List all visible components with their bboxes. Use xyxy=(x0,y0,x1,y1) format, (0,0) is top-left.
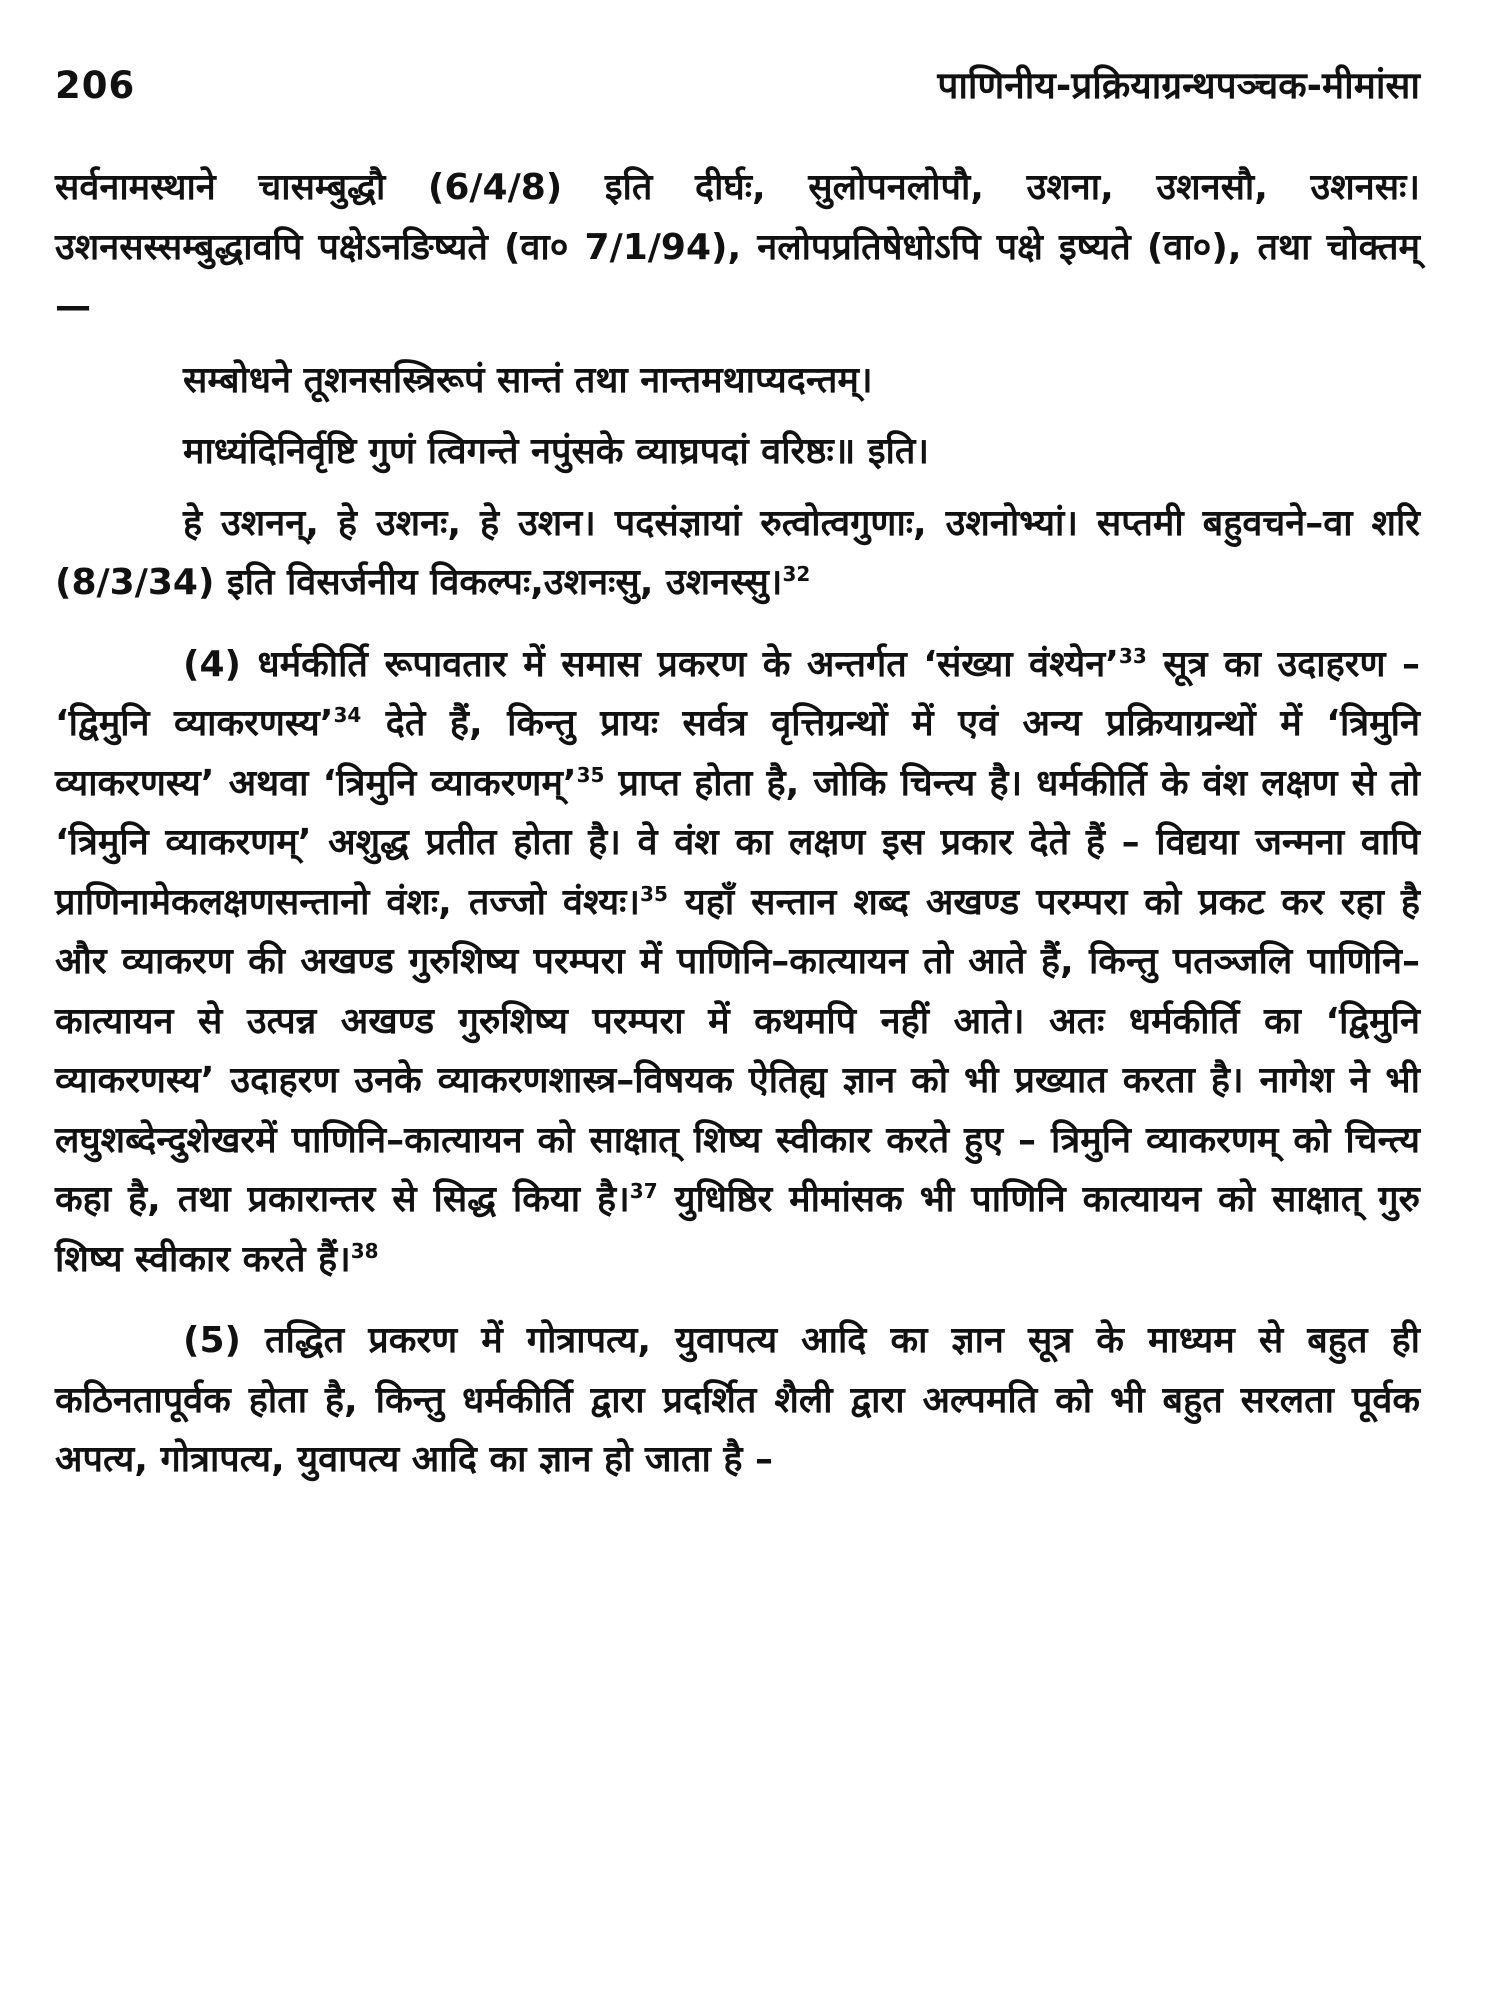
footnote-ref-38: 38 xyxy=(350,1238,379,1263)
paragraph-3-part-2: सूत्र का उदाहरण – ‘द्विमुनि व्याकरणस्य’ xyxy=(55,643,1420,744)
footnote-ref-33: 33 xyxy=(1118,643,1147,668)
footnote-ref-35b: 35 xyxy=(640,881,668,906)
paragraph-3-part-4: प्राप्त होता है, जोकि चिन्त्य है। धर्मकीर्ति के वंश लक्षण से तो ‘त्रिमुनि व्याकरणम्’ अशुद्ध प्रतीत होता है। वे वंश का लक्षण इस प्रकार देते हैं – विद्यया जन्मना वापि प्राणिनामेकलक्षणसन्तानो वंशः, तज्जो वंश्यः। xyxy=(55,762,1420,923)
paragraph-2-text: हे उशनन्, हे उशनः, हे उशन। पदसंज्ञायां रुत्वोत्वगुणाः, उशनोभ्यां। सप्तमी बहुवचने–वा शरि (8/3/34) इति विसर्जनीय विकल्पः,उशनःसु, उशनस्सु। xyxy=(55,502,1420,603)
footnote-ref-34: 34 xyxy=(333,703,362,727)
paragraph-2 xyxy=(55,494,1420,613)
paragraph-4: (5) तद्धित प्रकरण में गोत्रापत्य, युवापत्य आदि का ज्ञान सूत्र के माध्यम से बहुत ही कठिनतापूर्वक होता है, किन्तु धर्मकीर्ति द्वारा प्रदर्शित शैली द्वारा अल्पमति को भी बहुत सरलता पूर्वक अपत्य, गोत्रापत्य, युवापत्य आदि का ज्ञान हो जाता है – xyxy=(55,1320,1420,1480)
paragraph-3-part-5: यहाँ सन्तान शब्द अखण्ड परम्परा को प्रकट कर रहा है और व्याकरण की अखण्ड गुरुशिष्य परम्परा में पाणिनि–कात्यायन तो आते हैं, किन्तु पतञ्जलि पाणिनि–कात्यायन से उत्पन्न अखण्ड गुरुशिष्य परम्परा में कथमपि नहीं आते। अतः धर्मकीर्ति का ‘द्विमुनि व्याकरणस्य’ उदाहरण उनके व्याकरणशास्त्र–विषयक ऐतिह्य ज्ञान को भी प्रख्यात करता है। नागेश ने भी लघुशब्देन्दुशेखरमें पाणिनि–कात्यायन को साक्षात् शिष्य स्वीकार करते हुए – त्रिमुनि व्याकरणम् को चिन्त्य कहा है, तथा प्रकारान्तर से सिद्ध किया है। xyxy=(55,881,1420,1220)
paragraph-3-part-1: (4) धर्मकीर्ति रूपावतार में समास प्रकरण के अन्तर्गत ‘संख्या वंश्येन’ xyxy=(183,643,1119,685)
running-title: पाणिनीय-प्रक्रियाग्रन्थपञ्चक-मीमांसा xyxy=(937,64,1420,107)
page-number: 206 xyxy=(55,64,136,107)
verse-line-2: माध्यंदिनिर्वृष्टि गुणं त्विगन्ते नपुंसके व्याघ्रपदां वरिष्ठः॥ इति। xyxy=(183,431,929,472)
paragraph-3-part-3: देते हैं, किन्तु प्रायः सर्वत्र वृत्तिग्रन्थों में एवं अन्य प्रक्रियाग्रन्थों में ‘त्रिमुनि व्याकरणस्य’ अथवा ‘त्रिमुनि व्याकरणम्’ xyxy=(55,703,1420,804)
footnote-ref-37: 37 xyxy=(629,1179,658,1203)
paragraph-3 xyxy=(55,635,1420,1290)
footnote-ref-35a: 35 xyxy=(576,762,605,787)
verse-block xyxy=(183,351,1420,482)
page-header xyxy=(55,58,1420,114)
paragraph-1: सर्वनामस्थाने चासम्बुद्धौ (6/4/8) इति दीर्घः, सुलोपनलोपौ, उशना, उशनसौ, उशनसः। उशनसस्सम्बुद्धावपि पक्षेऽनङिष्यते (वा० 7/1/94), नलोपप्रतिषेधोऽपि पक्षे इष्यते (वा०), तथा चोक्तम्— xyxy=(55,167,1420,327)
paragraph-3-part-6: युधिष्ठिर मीमांसक भी पाणिनि कात्यायन को साक्षात् गुरु शिष्य स्वीकार करते हैं। xyxy=(55,1179,1421,1280)
body-text xyxy=(55,158,1420,1490)
verse-line-1: सम्बोधने तूशनसस्त्रिरूपं सान्तं तथा नान्तमथाप्यदन्तम्। xyxy=(183,359,873,401)
footnote-ref-32: 32 xyxy=(782,562,811,586)
